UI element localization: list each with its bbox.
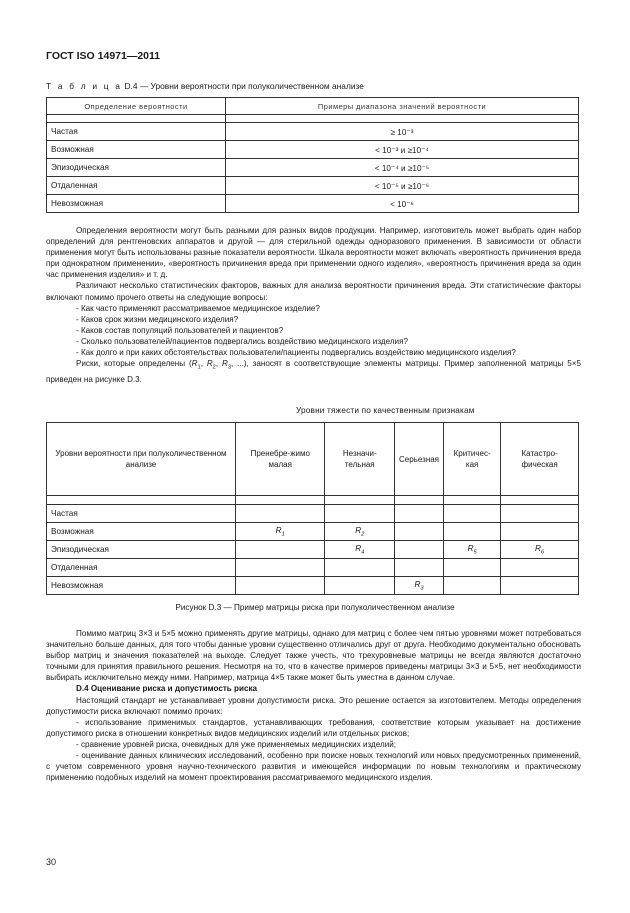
matrix-cell: $R_2$ — [325, 523, 395, 541]
matrix-header-row — [47, 423, 579, 496]
matrix-cell: $R_6$ — [501, 541, 579, 559]
severity-axis-title: Уровни тяжести по качественным признакам — [296, 406, 475, 415]
probability-range: < 10⁻⁴ и ≥10⁻⁵ — [226, 159, 579, 177]
matrix-row — [47, 541, 579, 559]
probability-name: Отдаленная — [47, 177, 226, 195]
paragraph: Определения вероятности могут быть разными для разных видов продукции. Например, изготовитель может выбрать один набор определений для рентгеновских аппаратов и другой — для стерильной одежды одноразового применения. В зависимости от области применения могут быть использованы разные показатели вероятности. Шкала вероятности может включать «вероятность причинения вреда при однократном применении», «вероятность причинения вреда при применении одного изделия», «вероятность причинения вреда за один час применения изделия» и т. д. — [46, 226, 581, 280]
column-header: Определение вероятности — [47, 98, 226, 115]
table-row — [47, 141, 579, 159]
table-row — [47, 195, 579, 213]
severity-column-header: Серьезная — [395, 423, 444, 496]
severity-column-header: Пренебре-жимо малая — [236, 423, 325, 496]
matrix-cell — [395, 559, 444, 577]
table-header-row — [47, 98, 579, 115]
matrix-cell: $R_4$ — [325, 541, 395, 559]
matrix-cell — [395, 541, 444, 559]
table-row — [47, 177, 579, 195]
matrix-row — [47, 577, 579, 595]
probability-level: Возможная — [47, 523, 236, 541]
matrix-cell — [236, 559, 325, 577]
table-row — [47, 159, 579, 177]
standard-header: ГОСТ ISO 14971—2011 — [46, 50, 161, 62]
list-item: - Каков состав популяций пользователей и пациентов? — [76, 325, 284, 335]
column-header: Примеры диапазона значений вероятности — [226, 98, 579, 115]
probability-name: Частая — [47, 123, 226, 141]
list-item: - использование применимых стандартов, устанавливающих требования, соответствие которым указывает на достижение допустимого риска в отношении конкретных видов медицинских изделий или отдельных рисков; — [46, 717, 581, 738]
page-number: 30 — [46, 857, 57, 867]
severity-column-header: Критичес-кая — [444, 423, 501, 496]
list-item: - Как долго и при каких обстоятельствах пользователи/пациенты подвергались воздействию медицинского изделия? — [76, 348, 516, 358]
matrix-cell — [444, 577, 501, 595]
matrix-row — [47, 559, 579, 577]
section-heading: D.4 Оценивание риска и допустимость риска — [76, 684, 258, 694]
list-item: - сравнение уровней риска, очевидных для уже применяемых медицинских изделий; — [76, 739, 397, 749]
matrix-cell — [444, 523, 501, 541]
list-item: - Сколько пользователей/пациентов подвергались воздействию медицинского изделия? — [76, 336, 408, 346]
matrix-cell — [325, 505, 395, 523]
matrix-cell — [325, 559, 395, 577]
body-text-block-2 — [46, 628, 581, 783]
matrix-cell — [501, 523, 579, 541]
probability-name: Невозможная — [47, 195, 226, 213]
paragraph: Помимо матриц 3×3 и 5×5 можно применять другие матрицы, однако для матриц с более чем пятью уровнями может потребоваться значительно больше данных, для того чтобы данные уровни существенно отличались друг от друга. Необходимо документально обосновать выбор матриц и значения показателей на выходе. Следует также учесть, что трехуровневые матрицы не всегда являются достаточно точными для принятия правильного решения. Несмотря на то, что в качестве примеров приведены матрицы 3×3 и 5×5, нет необходимости выбирать исключительно между ними. Например, матрица 4×5 также может быть уместна в данном случае. — [46, 629, 581, 683]
list-item: - Как часто применяют рассматриваемое медицинское изделие? — [76, 303, 320, 313]
matrix-cell — [501, 577, 579, 595]
probability-name: Эпизодическая — [47, 159, 226, 177]
list-item: - оценивание данных клинических исследований, особенно при поиске новых технологий или новых предусмотренных применений, с учетом современного уровня научно-технического развития и имеющейся информации по новым технологиям и практическому применению подобных изделий на момент проектирования рассматриваемого медицинского изделия. — [46, 751, 581, 783]
table-row — [47, 123, 579, 141]
paragraph: Риски, которые определены ($R_1$, $R_2$, $R_3$, ...), заносят в соответствующие элементы матрицы. Пример заполненной матрицы 5×5 приведен на рисунке D.3. — [46, 359, 581, 384]
matrix-cell — [236, 577, 325, 595]
matrix-row — [47, 505, 579, 523]
probability-range: < 10⁻⁶ — [226, 195, 579, 213]
severity-column-header: Незначи-тельная — [325, 423, 395, 496]
table-caption — [46, 81, 364, 91]
matrix-cell — [444, 505, 501, 523]
matrix-cell: $R_5$ — [444, 541, 501, 559]
matrix-row — [47, 523, 579, 541]
paragraph: Различают несколько статистических факторов, важных для анализа вероятности причинения вреда. Эти статистические факторы включают помимо прочего ответы на следующие вопросы: — [46, 281, 581, 302]
risk-matrix — [46, 422, 579, 595]
matrix-corner-label: Уровни вероятности при полуколичественном анализе — [47, 423, 236, 496]
probability-level: Отдаленная — [47, 559, 236, 577]
matrix-cell — [236, 541, 325, 559]
matrix-cell: $R_1$ — [236, 523, 325, 541]
figure-caption: Рисунок D.3 — Пример матрицы риска при полуколичественном анализе — [175, 603, 455, 612]
matrix-cell — [236, 505, 325, 523]
paragraph: Настоящий стандарт не устанавливает уровни допустимости риска. Это решение остается за изготовителем. Методы определения допустимости риска включают помимо прочих: — [46, 695, 581, 716]
probability-name: Возможная — [47, 141, 226, 159]
severity-column-header: Катастро-фическая — [501, 423, 579, 496]
body-text-block-1 — [46, 225, 581, 385]
probability-level: Невозможная — [47, 577, 236, 595]
probability-range: ≥ 10⁻³ — [226, 123, 579, 141]
matrix-cell — [501, 505, 579, 523]
matrix-cell — [325, 577, 395, 595]
matrix-cell: $R_3$ — [395, 577, 444, 595]
matrix-cell — [444, 559, 501, 577]
probability-range: < 10⁻⁵ и ≥10⁻⁶ — [226, 177, 579, 195]
list-item: - Каков срок жизни медицинского изделия? — [76, 314, 239, 324]
spacer-row — [47, 496, 579, 505]
table-caption-prefix: Т а б л и ц а — [46, 81, 123, 91]
table-caption-text: D.4 — Уровни вероятности при полуколичественном анализе — [122, 81, 364, 91]
matrix-cell — [501, 559, 579, 577]
probability-level: Эпизодическая — [47, 541, 236, 559]
probability-table — [46, 97, 579, 213]
spacer-row — [47, 115, 579, 123]
probability-level: Частая — [47, 505, 236, 523]
matrix-cell — [395, 523, 444, 541]
probability-range: < 10⁻³ и ≥10⁻⁴ — [226, 141, 579, 159]
matrix-cell — [395, 505, 444, 523]
